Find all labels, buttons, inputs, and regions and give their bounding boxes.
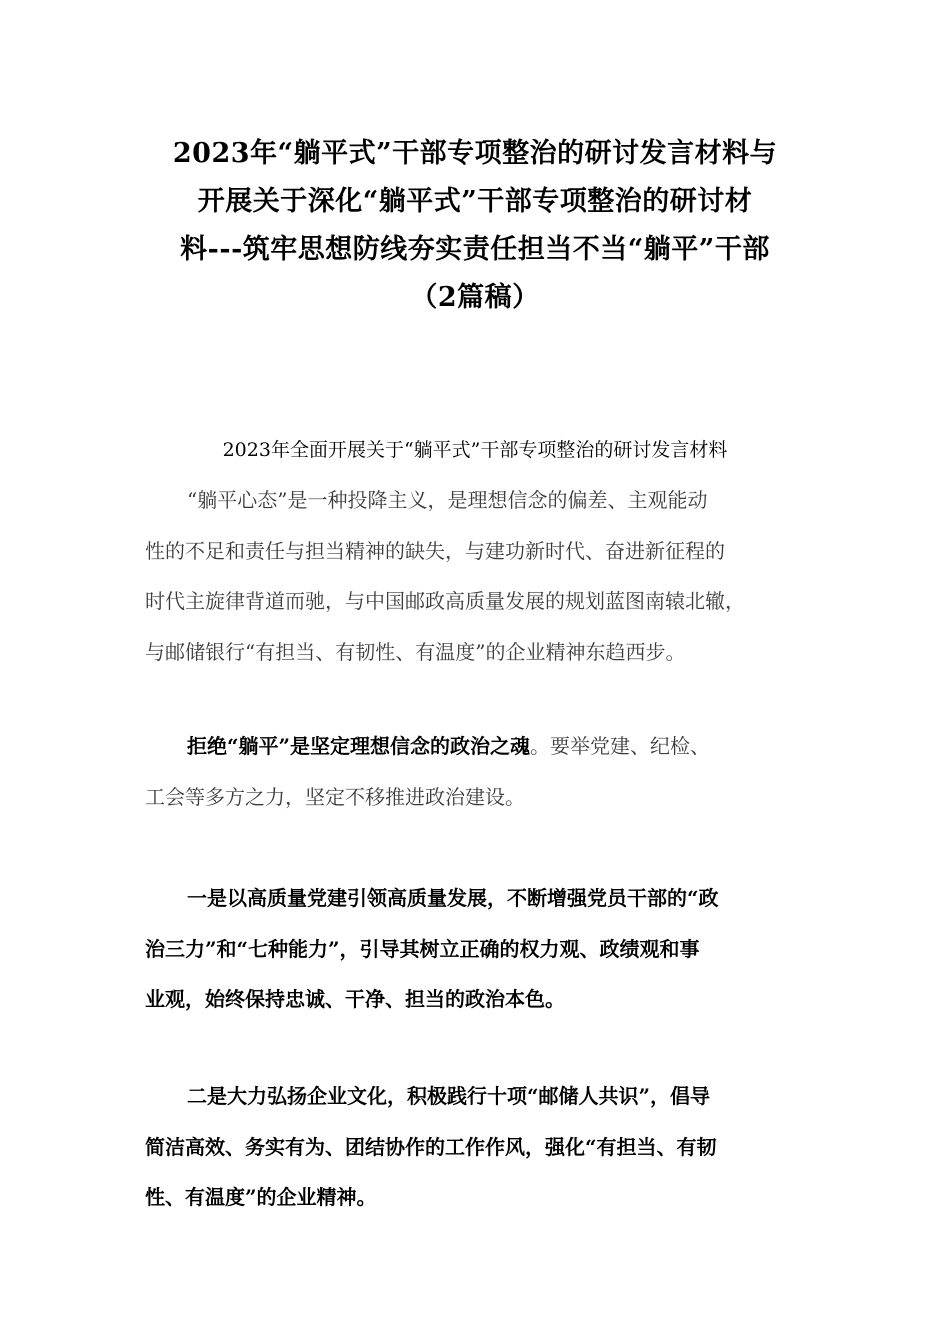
title-line: 料---筑牢思想防线夯实责任担当不当“躺平”干部	[180, 234, 770, 265]
paragraph-line: “躺平心态”是一种投降主义，是理想信念的偏差、主观能动	[187, 488, 708, 512]
title-line: （2篇稿）	[410, 282, 540, 313]
paragraph-line: 二是大力弘扬企业文化，积极践行十项“邮储人共识”，倡导	[187, 1084, 711, 1108]
paragraph-line: 工会等多方之力，坚定不移推进政治建设。	[145, 784, 525, 809]
paragraph-line: 一是以高质量党建引领高质量发展，不断增强党员干部的“政	[187, 886, 719, 910]
paragraph-line: 与邮储银行“有担当、有韧性、有温度”的企业精神东趋西步。	[145, 639, 686, 664]
paragraph-line	[145, 721, 835, 772]
paragraph-point-two	[145, 1071, 835, 1223]
paragraph-point-one	[145, 873, 835, 1025]
title-line: 2023年“躺平式”干部专项整治的研讨发言材料与	[172, 138, 778, 169]
paragraph-line: 业观，始终保持忠诚、干净、担当的政治本色。	[145, 987, 565, 1011]
paragraph-line: 治三力”和“七种能力”，引导其树立正确的权力观、政绩观和事	[145, 936, 700, 961]
document-subtitle: 2023年全面开展关于“躺平式”干部专项整治的研讨发言材料	[222, 439, 728, 461]
document-title	[120, 130, 830, 322]
paragraph-line: 性的不足和责任与担当精神的缺失，与建功新时代、奋进新征程的	[145, 538, 725, 563]
paragraph-lead-text: 。要举党建、纪检、	[530, 734, 711, 758]
paragraph-line: 性、有温度”的企业精神。	[145, 1185, 377, 1209]
paragraph-line: 时代主旋律背道而驰，与中国邮政高质量发展的规划蓝图南辕北辙，	[145, 589, 745, 613]
title-line: 开展关于深化“躺平式”干部专项整治的研讨材	[197, 186, 753, 217]
paragraph-political-soul	[145, 721, 835, 822]
paragraph-line: 简洁高效、务实有为、团结协作的工作作风，强化“有担当、有韧	[145, 1134, 717, 1159]
paragraph-lead-heading: 拒绝“躺平”是坚定理想信念的政治之魂	[187, 734, 531, 758]
paragraph-intro	[145, 475, 835, 677]
